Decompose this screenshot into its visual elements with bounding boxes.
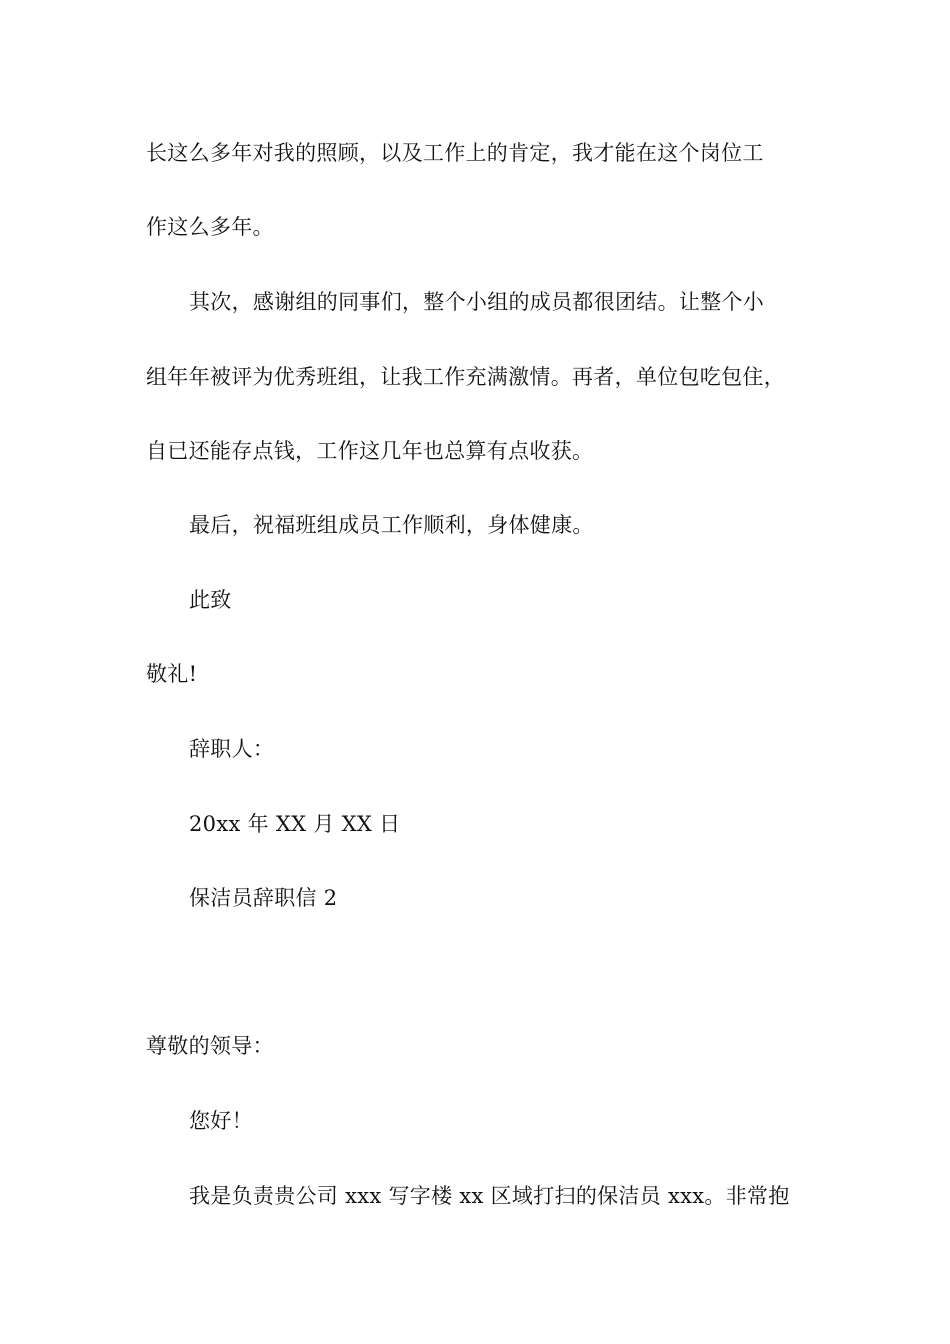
paragraph-line-4: 组年年被评为优秀班组，让我工作充满激情。再者，单位包吃包住， <box>146 365 785 389</box>
closing-line: 此致 <box>189 588 232 612</box>
signature-line: 辞职人： <box>189 737 275 761</box>
salutation-line: 敬礼! <box>146 662 198 686</box>
paragraph-line-6: 最后，祝福班组成员工作顺利，身体健康。 <box>189 513 594 537</box>
paragraph-line-5: 自已还能存点钱，工作这几年也总算有点收获。 <box>146 439 594 463</box>
paragraph-line-7: 我是负责贵公司 xxx 写字楼 xx 区域打扫的保洁员 xxx。非常抱 <box>189 1184 790 1208</box>
paragraph-line-1: 长这么多年对我的照顾，以及工作上的肯定，我才能在这个岗位工 <box>146 141 764 165</box>
greeting-line: 您好！ <box>189 1109 253 1133</box>
paragraph-line-3: 其次，感谢组的同事们，整个小组的成员都很团结。让整个小 <box>189 290 765 314</box>
greeting-addressee: 尊敬的领导： <box>146 1034 274 1058</box>
paragraph-line-2: 作这么多年。 <box>146 215 274 239</box>
date-line: 20xx 年 XX 月 XX 日 <box>189 812 401 836</box>
section-title: 保洁员辞职信 2 <box>189 886 338 910</box>
